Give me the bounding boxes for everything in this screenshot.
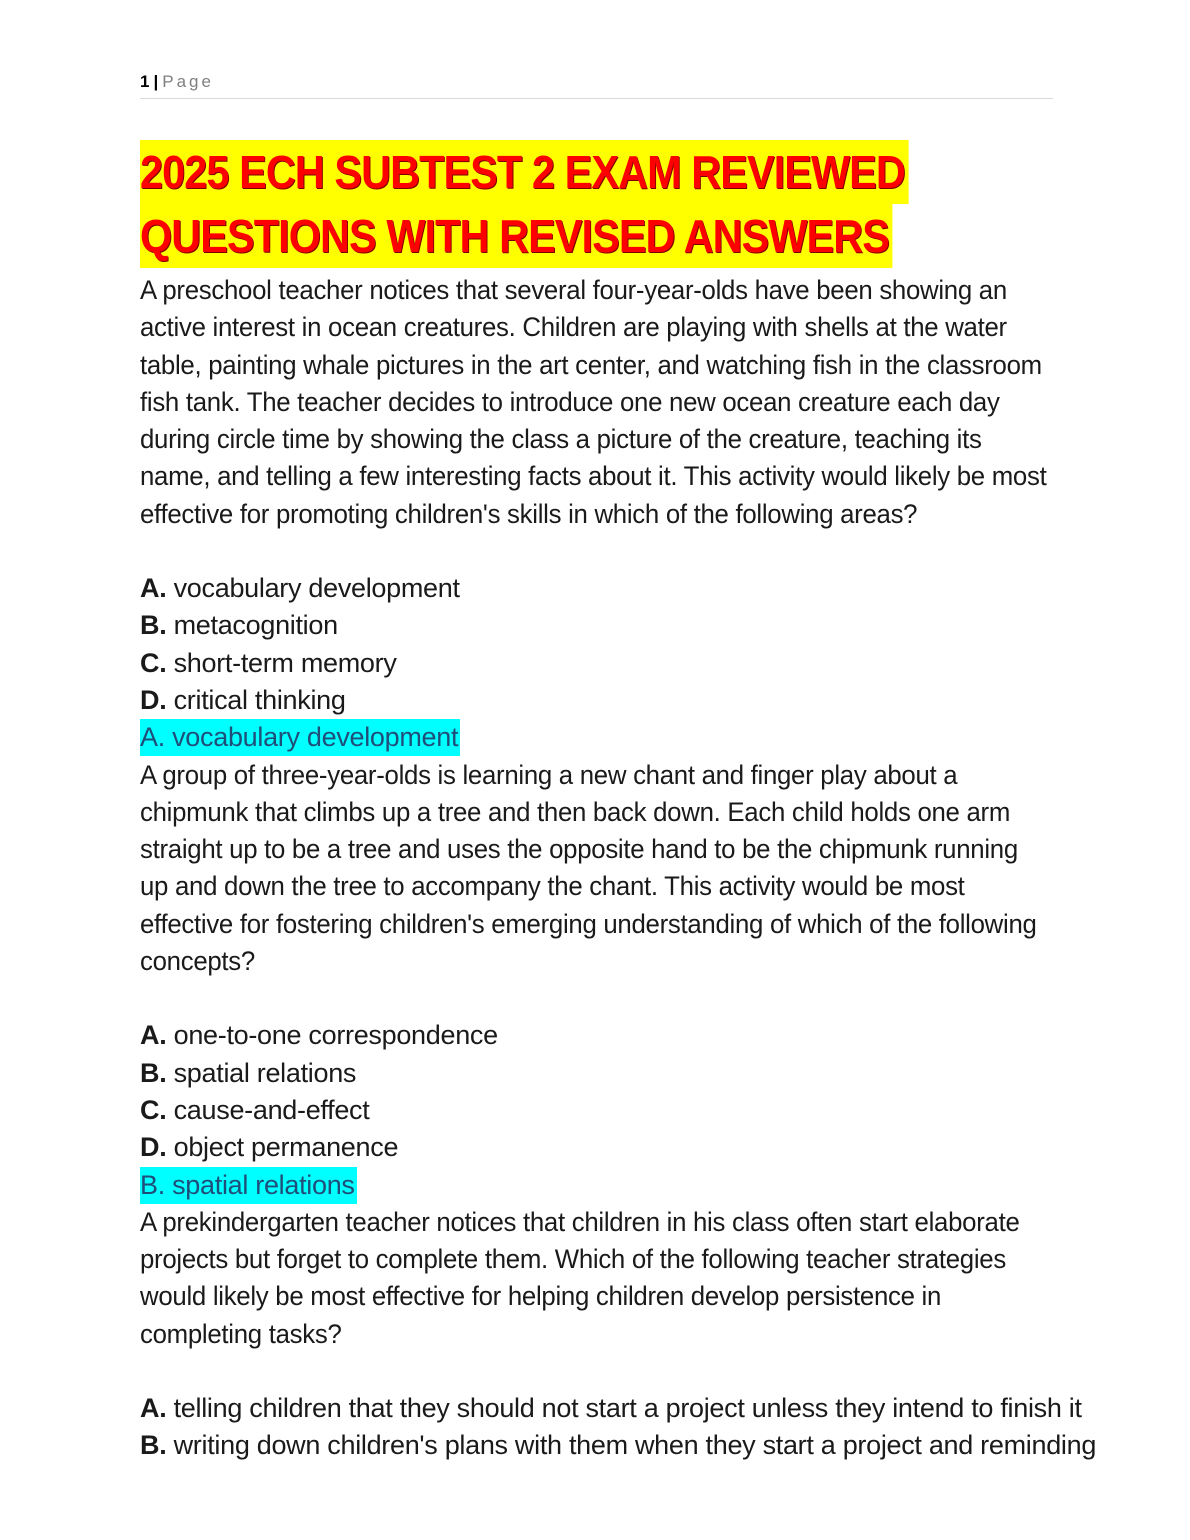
- document-body: [140, 272, 1097, 1465]
- option-text: spatial relations: [173, 1057, 357, 1088]
- title-line-2: QUESTIONS WITH REVISED ANSWERS: [140, 204, 893, 268]
- correct-answer-highlight: B. spatial relations: [140, 1167, 357, 1204]
- option-letter: D.: [140, 684, 167, 715]
- answer-option: [140, 645, 1055, 682]
- answer-option: [140, 1129, 1055, 1166]
- answer-option: [140, 607, 1055, 644]
- answer-option: [140, 570, 1055, 607]
- option-text: object permanence: [173, 1132, 399, 1163]
- page-label: Page: [162, 72, 214, 91]
- option-text: cause-and-effect: [173, 1094, 370, 1125]
- question-text: A preschool teacher notices that several four-year-olds have been showing an active interest in ocean creatures. Children are playing with shells at the water table, painting whale pictures in the art center, and watching fish in the classroom fish tank. The teacher decides to introduce one new ocean creature each day during circle time by showing the class a picture of the creature, teaching its name, and telling a few interesting facts about it. This activity would likely be most effective for promoting children's skills in which of the following areas?: [140, 275, 1047, 529]
- option-text: short-term memory: [173, 647, 397, 678]
- option-letter: B.: [140, 1430, 167, 1461]
- correct-answer-highlight: A. vocabulary development: [140, 719, 460, 756]
- correct-answer: [140, 1167, 1055, 1204]
- answer-option: [140, 1390, 1082, 1427]
- option-letter: A.: [140, 1393, 167, 1424]
- option-letter: A.: [140, 573, 167, 604]
- title-line-1: 2025 ECH SUBTEST 2 EXAM REVIEWED: [140, 140, 909, 204]
- answer-option: [140, 1092, 1055, 1129]
- option-text: one-to-one correspondence: [173, 1020, 498, 1051]
- page-separator: |: [153, 72, 159, 91]
- option-text: critical thinking: [173, 684, 346, 715]
- option-letter: B.: [140, 610, 167, 641]
- option-text: metacognition: [173, 610, 338, 641]
- option-text: writing down children's plans with them when they start a project and reminding: [173, 1430, 1097, 1461]
- answer-option: [140, 1427, 1097, 1464]
- question-text: A group of three-year-olds is learning a new chant and finger play about a chipmunk that climbs up a tree and then back down. Each child holds one arm straight up to be a tree and uses the opposite hand to be the chipmunk running up and down the tree to accompany the chant. This activity would be most effective for fostering children's emerging understanding of which of the following concepts?: [140, 759, 1037, 977]
- option-letter: B.: [140, 1057, 167, 1088]
- option-letter: D.: [140, 1132, 167, 1163]
- document-title: [140, 140, 994, 268]
- answer-option: [140, 682, 1055, 719]
- option-letter: C.: [140, 647, 167, 678]
- page-header: [140, 72, 1053, 99]
- question-text: A prekindergarten teacher notices that children in his class often start elaborate projects but forget to complete them. Which of the following teacher strategies would likely be most effective for helping children develop persistence in completing tasks?: [140, 1206, 1020, 1349]
- option-text: telling children that they should not start a project unless they intend to finish it: [173, 1393, 1082, 1424]
- option-text: vocabulary development: [173, 573, 460, 604]
- answer-option: [140, 1017, 1055, 1054]
- correct-answer: [140, 719, 1055, 756]
- option-letter: A.: [140, 1020, 167, 1051]
- page-number: 1: [140, 72, 150, 91]
- answer-option: [140, 1055, 1055, 1092]
- option-letter: C.: [140, 1094, 167, 1125]
